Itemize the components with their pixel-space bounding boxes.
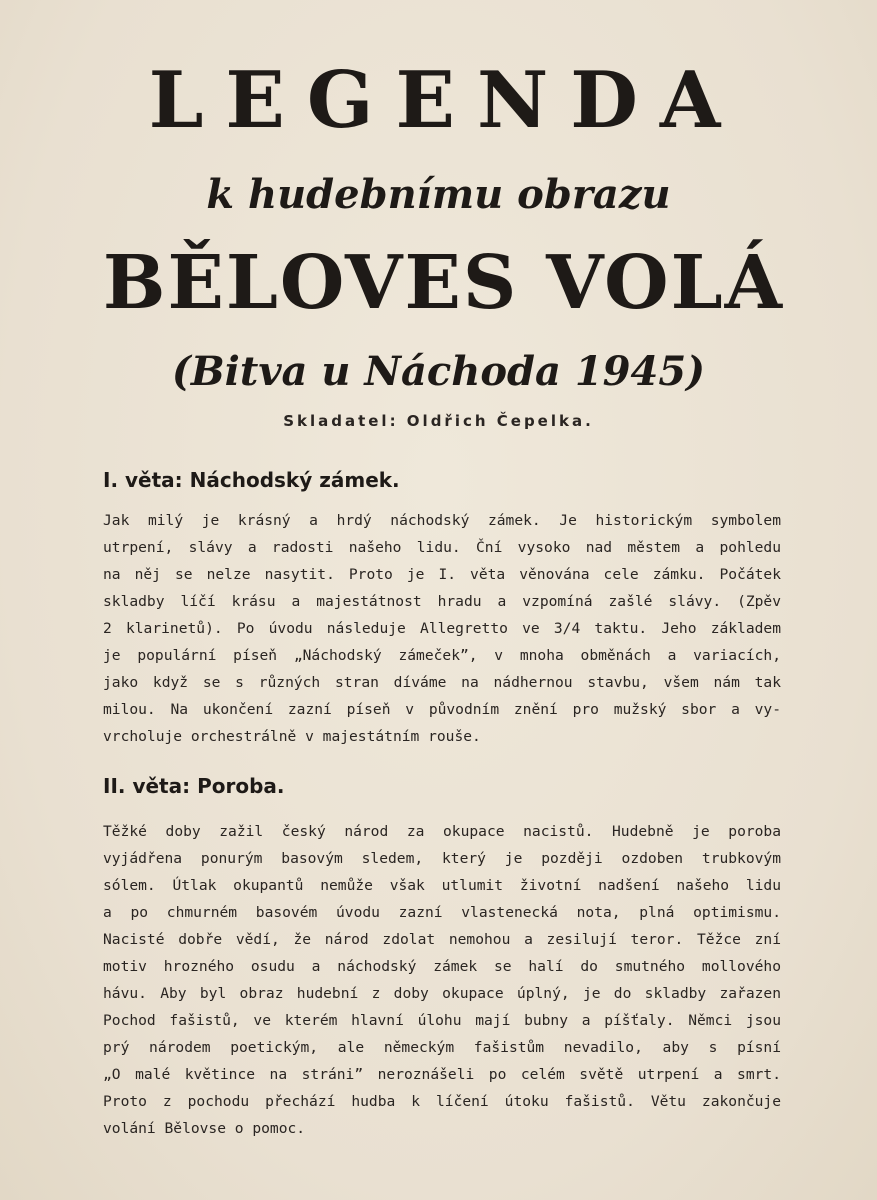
text-line: a po chmurném basovém úvodu zazní vlastenecká nota, plná optimismu. bbox=[103, 904, 781, 921]
text-line: Pochod fašistů, ve kterém hlavní úlohu mají bubny a píšťaly. Němci jsou bbox=[103, 1012, 781, 1029]
text-line: Jak milý je krásný a hrdý náchodský zámek. Je historickým symbolem bbox=[103, 512, 781, 529]
text-line: sólem. Útlak okupantů nemůže však utlumit životní nadšení našeho lidu bbox=[103, 877, 781, 894]
section-heading-2: II. věta: Poroba. bbox=[103, 774, 285, 798]
text-line: Těžké doby zažil český národ za okupace nacistů. Hudebně je poroba bbox=[103, 823, 781, 840]
section-heading-1: I. věta: Náchodský zámek. bbox=[103, 468, 400, 492]
document-subtitle: k hudebnímu obrazu bbox=[206, 171, 671, 218]
text-line: Proto z pochodu přechází hudba k líčení útoku fašistů. Větu zakončuje bbox=[103, 1093, 781, 1110]
composer-line: Skladatel: Oldřich Čepelka. bbox=[283, 412, 594, 430]
text-line: jako když se s různých stran díváme na nádhernou stavbu, všem nám tak bbox=[103, 674, 781, 691]
work-title: BĚLOVES VOLÁ bbox=[102, 240, 785, 326]
text-line: utrpení, slávy a radosti našeho lidu. Ční vysoko nad městem a pohledu bbox=[103, 539, 781, 556]
text-line: Nacisté dobře vědí, že národ zdolat nemohou a zesilují teror. Těžce zní bbox=[103, 931, 781, 948]
section-paragraph-1 bbox=[103, 507, 781, 750]
text-line: je populární píseň „Náchodský zámeček”, v mnoha obměnách a variacích, bbox=[103, 647, 781, 664]
document-title: LEGENDA bbox=[148, 55, 743, 146]
text-line: vyjádřena ponurým basovým sledem, který je později ozdoben trubkovým bbox=[103, 850, 781, 867]
text-line: volání Bělovse o pomoc. bbox=[103, 1120, 306, 1137]
text-line: na něj se nelze nasytit. Proto je I. věta věnována cele zámku. Počátek bbox=[103, 566, 781, 583]
text-line: hávu. Aby byl obraz hudební z doby okupace úplný, je do skladby zařazen bbox=[103, 985, 781, 1002]
battle-subtitle: (Bitva u Náchoda 1945) bbox=[171, 348, 706, 395]
text-line: motiv hrozného osudu a náchodský zámek se halí do smutného mollového bbox=[103, 958, 781, 975]
text-line: „O malé květince na stráni” neroznášeli po celém světě utrpení a smrt. bbox=[103, 1066, 781, 1083]
text-line: vrcholuje orchestrálně v majestátním rouše. bbox=[103, 728, 481, 745]
text-line: 2 klarinetů). Po úvodu následuje Allegretto ve 3/4 taktu. Jeho základem bbox=[103, 620, 781, 637]
text-line: skladby líčí krásu a majestátnost hradu a vzpomíná zašlé slávy. (Zpěv bbox=[103, 593, 781, 610]
section-paragraph-2 bbox=[103, 818, 781, 1142]
text-line: prý národem poetickým, ale německým fašistům nevadilo, aby s písní bbox=[103, 1039, 781, 1056]
text-line: milou. Na ukončení zazní píseň v původním znění pro mužský sbor a vy- bbox=[103, 701, 781, 718]
